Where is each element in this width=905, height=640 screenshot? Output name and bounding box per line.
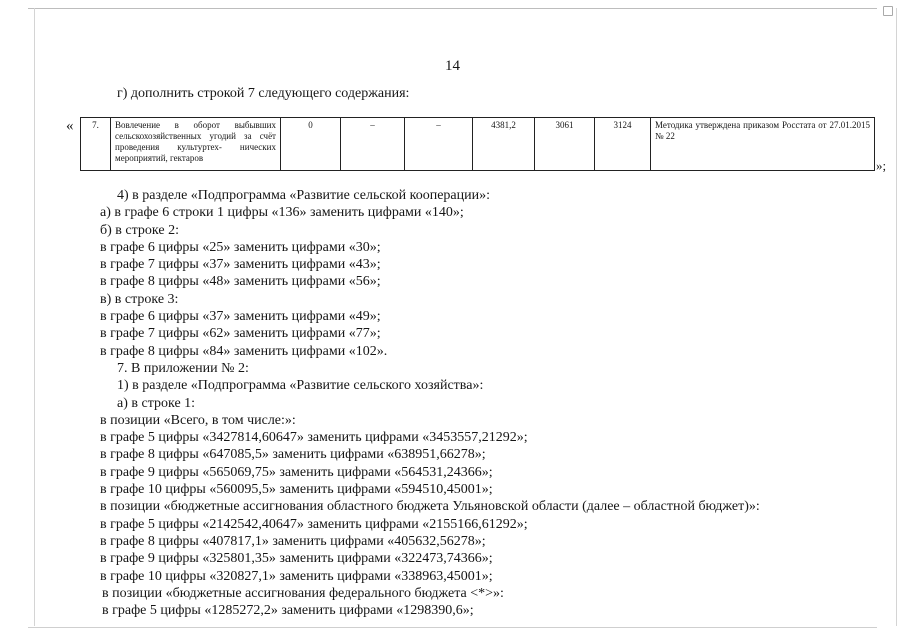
text-line: в графе 10 цифры «320827,1» заменить цифрами «338963,45001»; bbox=[100, 568, 493, 584]
text-line: 1) в разделе «Подпрограмма «Развитие сельского хозяйства»: bbox=[117, 378, 484, 394]
cell-col-6: 4381,2 bbox=[473, 118, 535, 171]
cell-col-5: – bbox=[405, 118, 473, 171]
cell-col-7: 3061 bbox=[535, 118, 595, 171]
text-line: в позиции «бюджетные ассигнования федерального бюджета <*>»: bbox=[102, 585, 504, 601]
cell-col-4: – bbox=[341, 118, 405, 171]
amendment-text bbox=[0, 187, 905, 619]
corner-mark-icon bbox=[883, 6, 893, 16]
cell-col-3: 0 bbox=[281, 118, 341, 171]
text-line: в графе 5 цифры «3427814,60647» заменить цифрами «3453557,21292»; bbox=[100, 430, 528, 446]
amendment-table bbox=[80, 117, 875, 171]
cell-row-number: 7. bbox=[81, 118, 111, 171]
text-line: в позиции «Всего, в том числе:»: bbox=[100, 412, 296, 428]
close-quote: »; bbox=[876, 158, 887, 173]
cell-note: Методика утверждена приказом Росстата от 27.01.2015 № 22 bbox=[651, 118, 875, 171]
text-line: в графе 7 цифры «62» заменить цифрами «77»; bbox=[100, 326, 381, 342]
text-line: а) в строке 1: bbox=[117, 395, 196, 411]
text-line: в позиции «бюджетные ассигнования областного бюджета Ульяновской области (далее – областной бюджет)»: bbox=[100, 499, 760, 515]
scan-edge-bottom bbox=[28, 627, 877, 628]
text-line: в) в строке 3: bbox=[100, 291, 179, 307]
page-number: 14 bbox=[445, 58, 460, 74]
text-line: в графе 8 цифры «407817,1» заменить цифрами «405632,56278»; bbox=[100, 533, 486, 549]
text-line: в графе 8 цифры «48» заменить цифрами «56»; bbox=[100, 274, 381, 290]
cell-col-8: 3124 bbox=[595, 118, 651, 171]
text-line: в графе 5 цифры «2142542,40647» заменить цифрами «2155166,61292»; bbox=[100, 516, 528, 532]
text-line: 4) в разделе «Подпрограмма «Развитие сельской кооперации»: bbox=[117, 188, 491, 203]
scan-edge-top bbox=[28, 8, 877, 9]
text-line: а) в графе 6 строки 1 цифры «136» заменить цифрами «140»; bbox=[100, 205, 464, 221]
text-line: в графе 8 цифры «84» заменить цифрами «102». bbox=[100, 343, 388, 359]
intro-text: г) дополнить строкой 7 следующего содержания: bbox=[117, 86, 410, 101]
text-line: в графе 7 цифры «37» заменить цифрами «43»; bbox=[100, 257, 381, 273]
text-line: в графе 10 цифры «560095,5» заменить цифрами «594510,45001»; bbox=[100, 482, 493, 498]
cell-indicator-name: Вовлечение в оборот выбывших сельскохозяйственных угодий за счёт проведения культуртех- нических мероприятий, гектаров bbox=[111, 118, 281, 171]
open-quote: « bbox=[66, 118, 74, 134]
text-line: в графе 6 цифры «25» заменить цифрами «30»; bbox=[100, 239, 381, 255]
text-line: б) в строке 2: bbox=[100, 222, 179, 238]
text-line: в графе 5 цифры «1285272,2» заменить цифрами «1298390,6»; bbox=[102, 603, 474, 619]
text-line: в графе 6 цифры «37» заменить цифрами «49»; bbox=[100, 309, 381, 325]
text-line: в графе 9 цифры «565069,75» заменить цифрами «564531,24366»; bbox=[100, 464, 493, 480]
table-row bbox=[81, 118, 875, 171]
text-line: в графе 8 цифры «647085,5» заменить цифрами «638951,66278»; bbox=[100, 447, 486, 463]
text-line: 7. В приложении № 2: bbox=[117, 360, 249, 376]
text-line: в графе 9 цифры «325801,35» заменить цифрами «322473,74366»; bbox=[100, 551, 493, 567]
